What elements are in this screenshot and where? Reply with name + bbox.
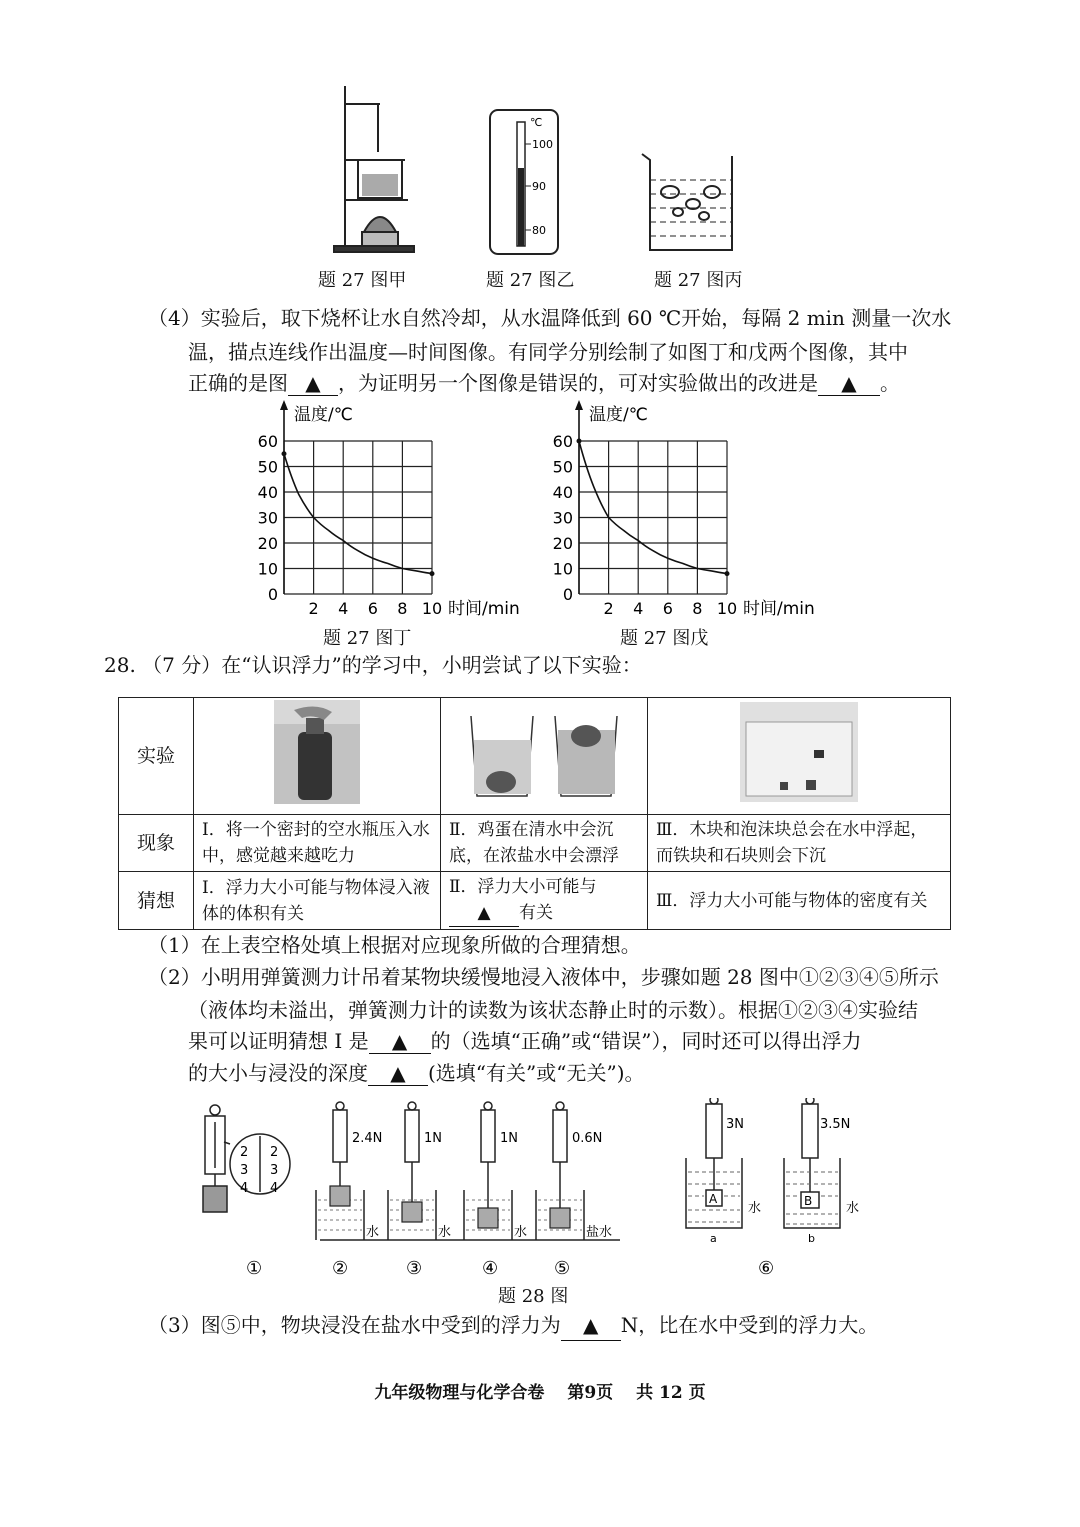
data-point-start xyxy=(282,451,287,456)
y-tick-label: 20 xyxy=(257,534,278,553)
scale-num-2b: 2 xyxy=(270,1145,279,1160)
guess-1: Ⅰ．浮力大小可能与物体浸入液体的体积有关 xyxy=(194,872,441,930)
scale-reading: 2.4N xyxy=(352,1131,383,1146)
q28-part-2-line-1: （2）小明用弹簧测力计吊着某物块缓慢地浸入液体中，步骤如题 28 图中①②③④⑤所示 xyxy=(148,965,939,989)
photo-bottle-cell xyxy=(194,698,441,815)
fig6-reading-3.5N: 3.5N xyxy=(820,1117,851,1132)
liquid-label: 盐水 xyxy=(586,1225,613,1240)
step-label-5: ⑤ xyxy=(554,1258,571,1278)
x-tick-label: 4 xyxy=(338,599,349,618)
q28-part-2-line-3-a: 果可以证明猜想 Ⅰ 是 xyxy=(188,1029,369,1053)
block xyxy=(402,1202,422,1222)
x-tick-label: 2 xyxy=(308,599,319,618)
caption-fig28: 题 28 图 xyxy=(498,1286,569,1307)
answer-blank-buoyancy[interactable]: ▲ xyxy=(561,1310,621,1341)
block-label-B: B xyxy=(804,1194,813,1208)
phenomenon-1: Ⅰ．将一个密封的空水瓶压入水中，感觉越来越吃力 xyxy=(194,815,441,872)
data-point-end xyxy=(430,571,435,576)
q4-line-3 xyxy=(188,367,900,396)
phenomenon-3: Ⅲ．木块和泡沫块总会在水中浮起，而铁块和石块则会下沉 xyxy=(648,815,951,872)
x-tick-label: 2 xyxy=(603,599,614,618)
table-row-experiment xyxy=(119,698,951,815)
answer-blank-improvement[interactable]: ▲ xyxy=(818,371,880,396)
block-label-A: A xyxy=(709,1192,718,1206)
blocks-photo xyxy=(740,702,858,802)
x-tick-label: 10 xyxy=(421,599,443,618)
q4-line-3-b: ，为证明另一个图像是错误的，可对实验做出的改进是 xyxy=(338,371,818,395)
caption-fig27-wu: 题 27 图戊 xyxy=(620,628,709,649)
scale-num-4b: 4 xyxy=(270,1181,279,1196)
photo-egg-cell xyxy=(441,698,648,815)
header-phenomenon: 现象 xyxy=(119,815,194,872)
guess-2 xyxy=(441,872,648,930)
y-axis-arrow xyxy=(575,400,583,410)
block xyxy=(550,1208,570,1228)
y-tick-label: 0 xyxy=(562,585,573,604)
thermometer-figure xyxy=(490,110,558,254)
fig27-apparatus xyxy=(320,82,760,262)
phenomenon-2: Ⅱ．鸡蛋在清水中会沉底，在浓盐水中会漂浮 xyxy=(441,815,648,872)
y-tick-label: 30 xyxy=(257,508,278,528)
scale-num-4a: 4 xyxy=(240,1181,249,1196)
temperature-curve xyxy=(284,454,432,574)
temperature-curve xyxy=(579,441,727,574)
answer-blank-depth[interactable]: ▲ xyxy=(368,1061,428,1086)
y-tick-label: 50 xyxy=(257,457,278,477)
bottle-photo xyxy=(274,700,360,804)
photo-blocks-cell xyxy=(648,698,951,815)
x-tick-label: 4 xyxy=(633,599,644,618)
scale-hook-ring xyxy=(336,1102,344,1110)
scale-hook-ring xyxy=(408,1102,416,1110)
chart-fig27-wu xyxy=(545,398,835,624)
x-tick-label: 8 xyxy=(692,599,703,618)
caption-fig27-bing: 题 27 图丙 xyxy=(654,270,743,291)
q4-line-1: （4）实验后，取下烧杯让水自然冷却，从水温降低到 60 ℃开始，每隔 2 min 测量一次水 xyxy=(148,306,952,330)
x-tick-label: 10 xyxy=(716,599,738,618)
scale-reading: 0.6N xyxy=(572,1131,603,1146)
q28-part-3-a: （3）图⑤中，物块浸没在盐水中受到的浮力为 xyxy=(148,1313,561,1337)
q28-part-2-line-2: （液体均未溢出，弹簧测力计的读数为该状态静止时的示数）。根据①②③④实验结 xyxy=(188,998,918,1022)
experiment-table xyxy=(118,697,951,930)
liquid-label: 水 xyxy=(366,1225,380,1240)
q28-part-3-b: N，比在水中受到的浮力大。 xyxy=(620,1313,879,1337)
block xyxy=(478,1208,498,1228)
header-guess: 猜想 xyxy=(119,872,194,930)
fig6-reading-3N: 3N xyxy=(726,1117,744,1132)
fig6-liquid-b: 水 xyxy=(846,1201,860,1216)
spring-scale xyxy=(481,1110,495,1162)
y-tick-label: 0 xyxy=(267,585,278,604)
thermo-tick-100: 100 xyxy=(532,138,553,151)
table-row-phenomenon xyxy=(119,815,951,872)
y-axis-arrow xyxy=(280,400,288,410)
x-axis-label: 时间/min xyxy=(743,599,815,619)
scale-num-2a: 2 xyxy=(240,1145,249,1160)
guess-2-b: 有关 xyxy=(519,903,553,923)
beaker-figure xyxy=(642,154,732,250)
q28-title: 28. （7 分）在“认识浮力”的学习中，小明尝试了以下实验： xyxy=(104,653,642,677)
data-point-end xyxy=(725,571,730,576)
x-tick-label: 6 xyxy=(367,599,378,618)
x-tick-label: 6 xyxy=(662,599,673,618)
step-label-3: ③ xyxy=(406,1258,423,1278)
scale-num-3b: 3 xyxy=(270,1163,279,1178)
scale-hook-ring xyxy=(556,1102,564,1110)
fig6-liquid-a: 水 xyxy=(748,1201,762,1216)
liquid-label: 水 xyxy=(514,1225,528,1240)
y-tick-label: 40 xyxy=(257,483,278,502)
caption-fig27-jia: 题 27 图甲 xyxy=(318,270,407,291)
fig28 xyxy=(190,1098,870,1278)
caption-fig27-yi: 题 27 图乙 xyxy=(486,270,575,291)
y-tick-label: 60 xyxy=(257,432,278,451)
q28-part-2-line-4-b: (选填“有关”或“无关”)。 xyxy=(428,1061,645,1085)
step-label-6: ⑥ xyxy=(758,1258,775,1278)
y-tick-label: 60 xyxy=(552,432,573,451)
sub-label-b: b xyxy=(808,1232,815,1245)
answer-blank-figure[interactable]: ▲ xyxy=(288,371,338,396)
y-tick-label: 10 xyxy=(552,559,573,579)
step-label-4: ④ xyxy=(482,1258,499,1278)
caption-fig27-ding: 题 27 图丁 xyxy=(323,628,412,649)
step-label-2: ② xyxy=(332,1258,349,1278)
liquid-label: 水 xyxy=(438,1225,452,1240)
spring-scale xyxy=(553,1110,567,1162)
step-label-1: ① xyxy=(246,1258,263,1278)
egg-photo xyxy=(459,700,629,804)
thermo-unit: ℃ xyxy=(530,116,543,129)
thermo-tick-90: 90 xyxy=(532,180,546,193)
header-experiment: 实验 xyxy=(119,698,194,815)
scale-num-3a: 3 xyxy=(240,1163,249,1178)
x-tick-label: 8 xyxy=(397,599,408,618)
scale-reading: 1N xyxy=(500,1131,518,1146)
answer-blank-guess-2[interactable]: ▲ xyxy=(449,900,519,927)
y-tick-label: 40 xyxy=(552,483,573,502)
spring-scale xyxy=(333,1110,347,1162)
y-tick-label: 10 xyxy=(257,559,278,579)
sub-label-a: a xyxy=(710,1232,717,1245)
spring-scale xyxy=(405,1110,419,1162)
q28-part-2-line-4 xyxy=(188,1057,645,1086)
block xyxy=(330,1186,350,1206)
thermo-tick-80: 80 xyxy=(532,224,546,237)
data-point-start xyxy=(577,439,582,444)
y-axis-label: 温度/℃ xyxy=(294,405,353,425)
q28-part-1: （1）在上表空格处填上根据对应现象所做的合理猜想。 xyxy=(148,933,641,957)
chart-fig27-ding xyxy=(250,398,540,624)
guess-3: Ⅲ．浮力大小可能与物体的密度有关 xyxy=(648,872,951,930)
q28-part-2-line-3 xyxy=(188,1025,862,1054)
y-tick-label: 30 xyxy=(552,508,573,528)
scale-reading: 1N xyxy=(424,1131,442,1146)
q28-part-3 xyxy=(148,1310,878,1341)
q4-line-3-a: 正确的是图 xyxy=(188,371,288,395)
page-footer: 九年级物理与化学合卷 第9页 共 12 页 xyxy=(374,1383,706,1403)
y-tick-label: 20 xyxy=(552,534,573,553)
iron-stand-figure xyxy=(334,86,414,252)
table-row-guess xyxy=(119,872,951,930)
x-axis-label: 时间/min xyxy=(448,599,520,619)
y-axis-label: 温度/℃ xyxy=(589,405,648,425)
q4-line-3-c: 。 xyxy=(880,371,900,395)
answer-blank-correctness[interactable]: ▲ xyxy=(369,1029,431,1054)
guess-2-a: Ⅱ．浮力大小可能与 xyxy=(449,877,597,897)
q28-part-2-line-4-a: 的大小与浸没的深度 xyxy=(188,1061,368,1085)
q28-part-2-line-3-b: 的（选填“正确”或“错误”），同时还可以得出浮力 xyxy=(430,1029,862,1053)
y-tick-label: 50 xyxy=(552,457,573,477)
scale-hook-ring xyxy=(484,1102,492,1110)
q4-line-2: 温，描点连线作出温度—时间图像。有同学分别绘制了如图丁和戊两个图像，其中 xyxy=(188,340,908,364)
